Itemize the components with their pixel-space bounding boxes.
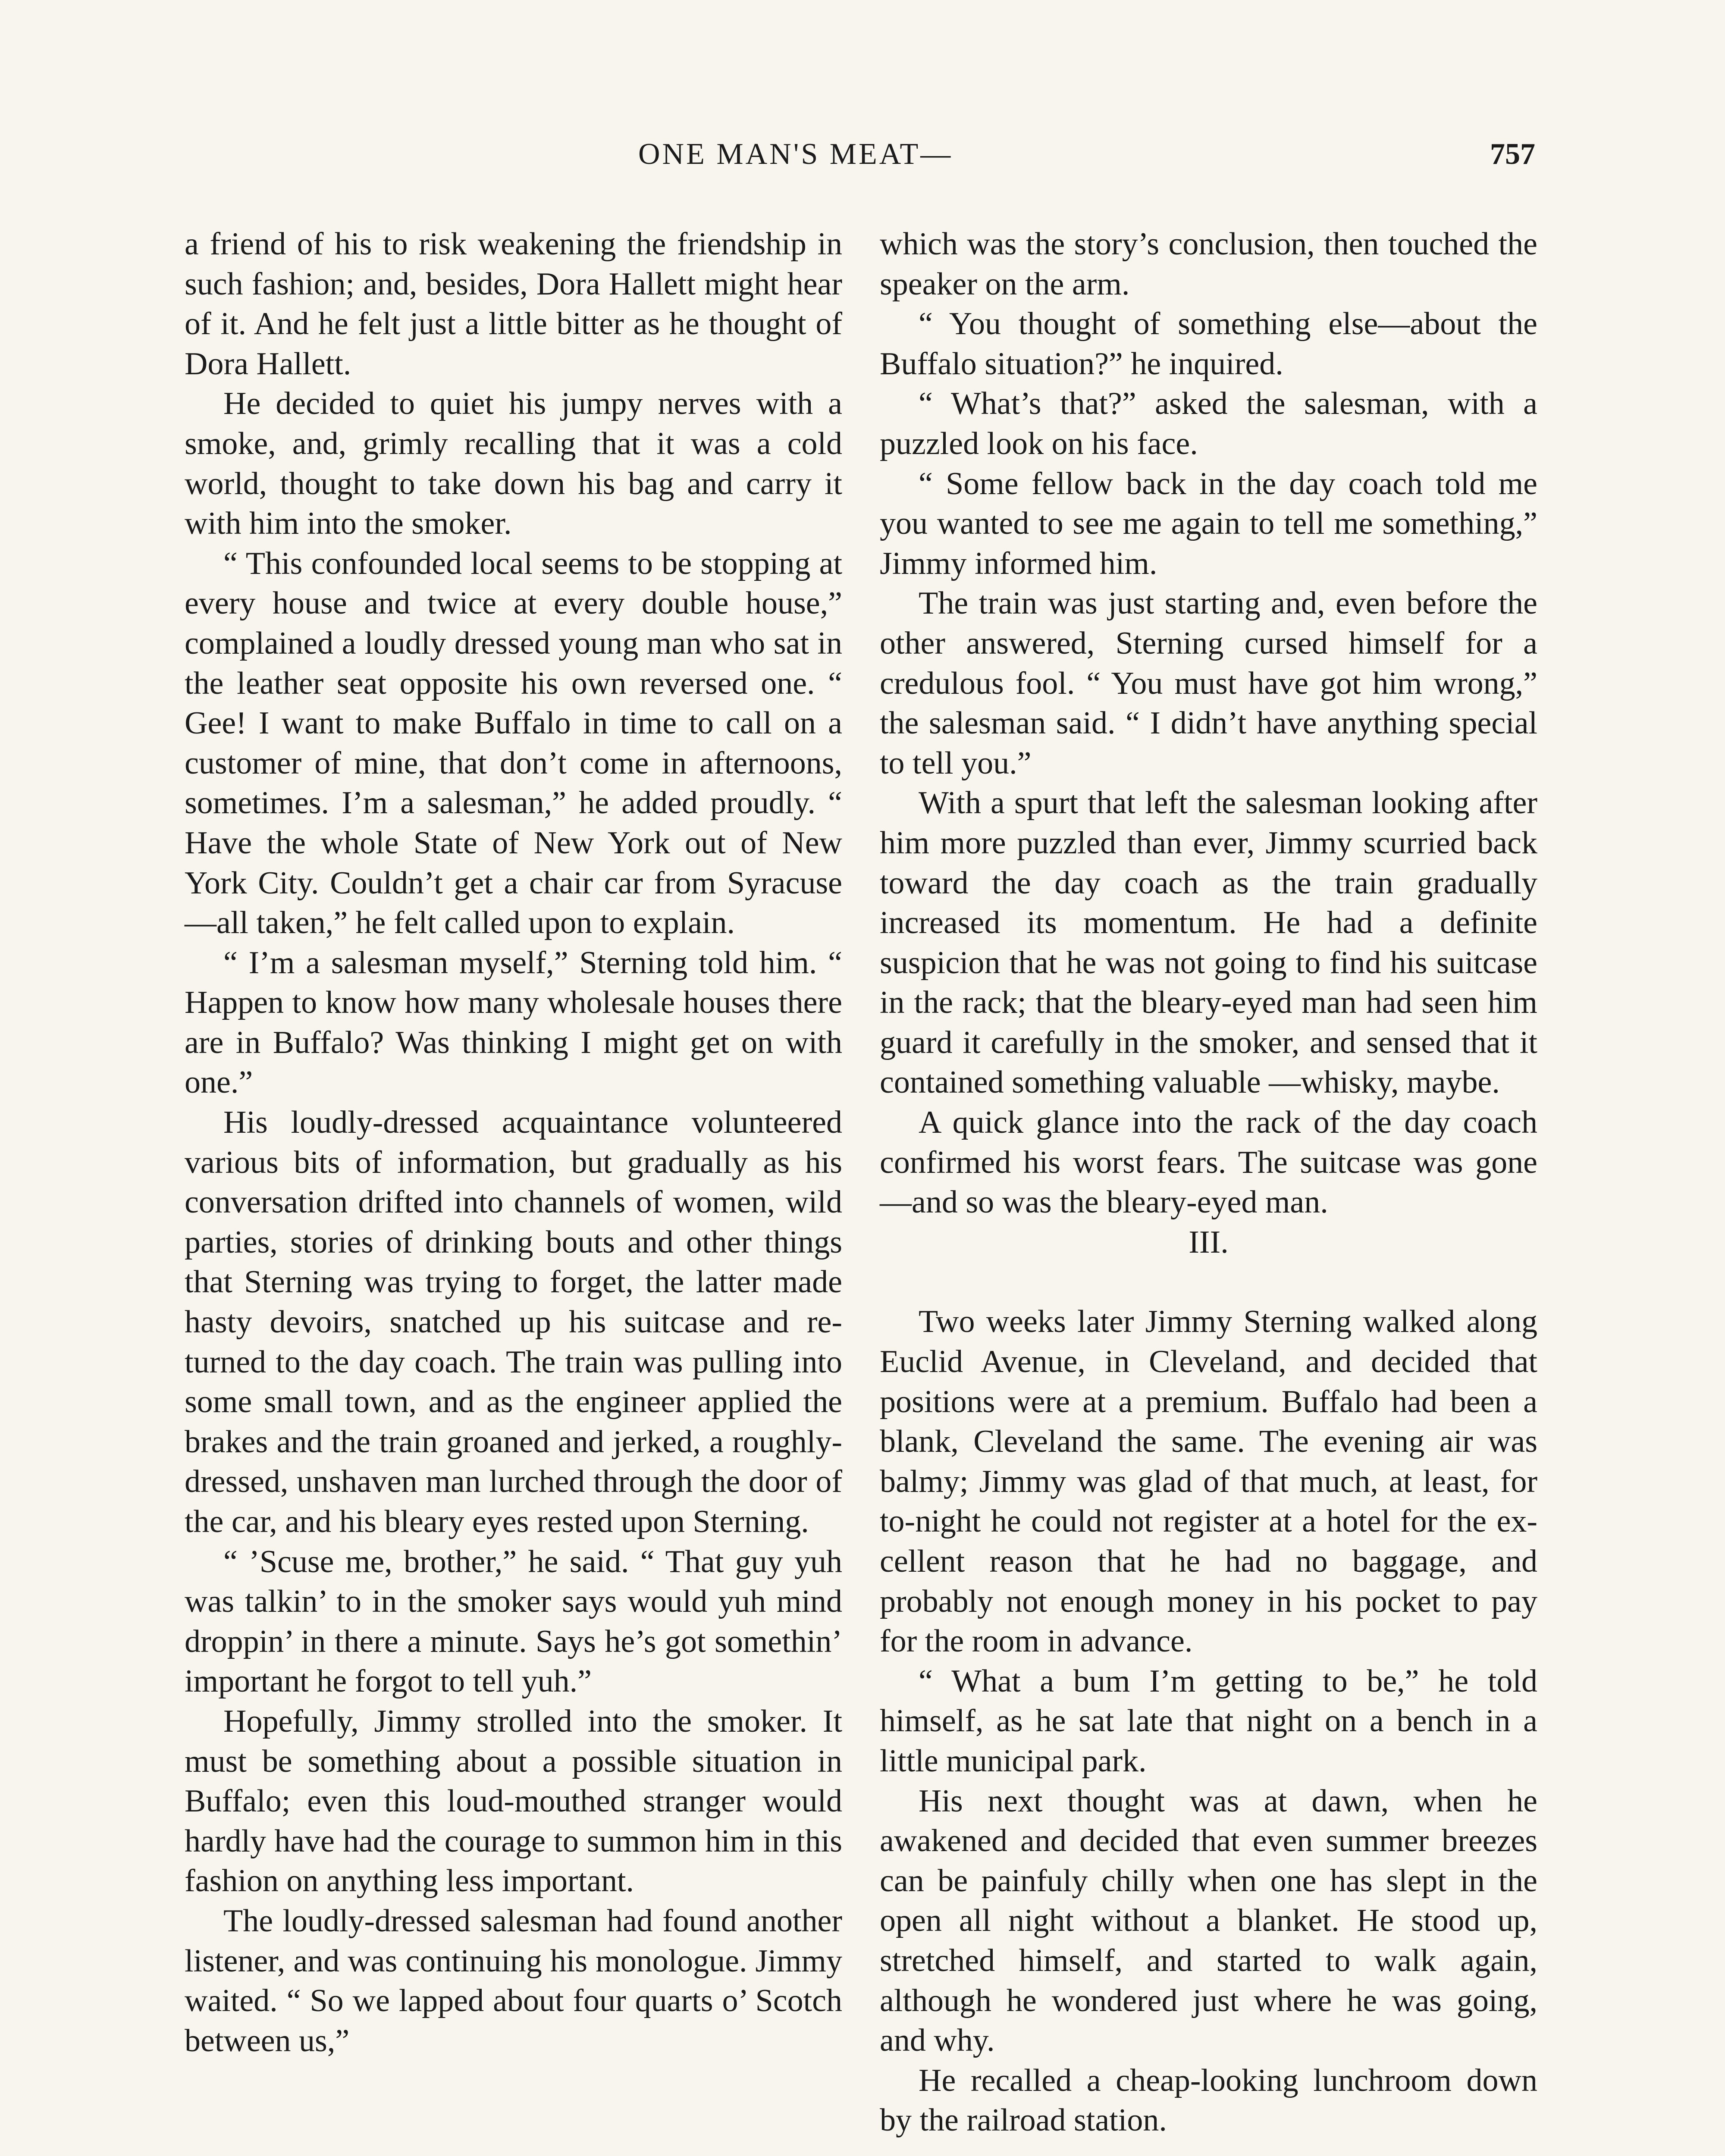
paragraph: A quick glance into the rack of the day coach confirmed his worst fears. The suitcase was gone—and so was the bleary-eyed man. xyxy=(880,1105,1537,1220)
running-title: ONE MAN'S MEAT— xyxy=(638,138,953,171)
paragraph: Two weeks later Jimmy Sterning walked along Euclid Avenue, in Cleveland, and decided that positions were at a premium. Buffalo had been a blank, Cleveland the same. The evening air was balmy; Jimmy was glad of that much, at least, for to-night he could not register at a hotel for the excellent reason that he had no baggage, and probably not enough money in his pocket to pay for the room in advance. xyxy=(880,1304,1537,1659)
paragraph: The train was just starting and, even before the other answered, Sterning cursed himself for a credulous fool. “ You must have got him wrong,” the salesman said. “ I didn’t have anything special to tell you.” xyxy=(880,586,1537,781)
paragraph: His next thought was at dawn, when he awakened and decided that even summer breezes can be painfuly chilly when one has slept in the open all night without a blanket. He stood up, stretched himself, and started to walk again, although he wondered just where he was going, and why. xyxy=(880,1783,1537,2059)
paragraph: He recalled a cheap-looking lunchroom down by the railroad station. xyxy=(880,2062,1537,2138)
paragraph: He decided to quiet his jumpy nerves with a smoke, and, grimly recalling that it was a cold world, thought to take down his bag and carry it with him into the smoker. xyxy=(185,386,842,542)
paragraph: His loudly-dressed acquaintance volunteered various bits of information, but gradually as his conversation drifted into channels of women, wild parties, stories of drinking bouts and other things that Sterning was trying to forget, the latter made hasty devoirs, snatched up his suitcase and returned to the day coach. The train was pulling into some small town, and as the engineer applied the brakes and the train groaned and jerked, a roughly-dressed, unshaven man lurched through the door of the car, and his bleary eyes rested upon Sterning. xyxy=(185,1105,842,1539)
left-column xyxy=(185,224,842,2061)
paragraph: “ What’s that?” asked the salesman, with a puzzled look on his face. xyxy=(880,386,1537,461)
paragraph: Hopefully, Jimmy strolled into the smoker. It must be something about a possible situation in Buffalo; even this loud-mouthed stranger would hardly have had the courage to summon him in this fashion on anything less important. xyxy=(185,1703,842,1899)
page-header xyxy=(638,137,1535,185)
paragraph: “ This confounded local seems to be stopping at every house and twice at every double house,” complained a loudly dressed young man who sat in the leather seat opposite his own reversed one. “ Gee! I want to make Buffalo in time to call on a customer of mine, that don’t come in afternoons, sometimes. I’m a salesman,” he added proudly. “ Have the whole State of New York out of New York City. Couldn’t get a chair car from Syracuse—all taken,” he felt called upon to explain. xyxy=(185,545,842,941)
page-number: 757 xyxy=(1490,138,1535,171)
paragraph: With a spurt that left the salesman looking after him more puzzled than ever, Jimmy scurried back toward the day coach as the train gradually increased its momentum. He had a definite suspicion that he was not going to find his suitcase in the rack; that the bleary-eyed man had seen him guard it carefully in the smoker, and sensed that it contained something valuable —whisky, maybe. xyxy=(880,785,1537,1100)
paragraph: a friend of his to risk weakening the friendship in such fashion; and, besides, Dora Hallett might hear of it. And he felt just a little bitter as he thought of Dora Hallett. xyxy=(185,226,842,382)
paragraph: The loudly-dressed salesman had found another listener, and was continuing his monologue. Jimmy waited. “ So we lapped about four quarts o’ Scotch between us,” xyxy=(185,1903,842,2059)
paragraph: “ You thought of something else—about the Buffalo situation?” he inquired. xyxy=(880,306,1537,382)
section-heading: III. xyxy=(1189,1224,1229,1260)
paragraph: “ ’Scuse me, brother,” he said. “ That guy yuh was talkin’ to in the smoker says would yuh mind droppin’ in there a minute. Says he’s got somethin’ important he forgot to tell yuh.” xyxy=(185,1544,842,1699)
paragraph: “ Some fellow back in the day coach told me you wanted to see me again to tell me something,” Jimmy informed him. xyxy=(880,466,1537,581)
paragraph: “ I’m a salesman myself,” Sterning told him. “ Happen to know how many wholesale houses there are in Buffalo? Was thinking I might get on with one.” xyxy=(185,945,842,1100)
paragraph: “ What a bum I’m getting to be,” he told himself, as he sat late that night on a bench in a little municipal park. xyxy=(880,1663,1537,1779)
paragraph: which was the story’s conclusion, then touched the speaker on the arm. xyxy=(880,226,1537,302)
right-column xyxy=(880,224,1537,2140)
